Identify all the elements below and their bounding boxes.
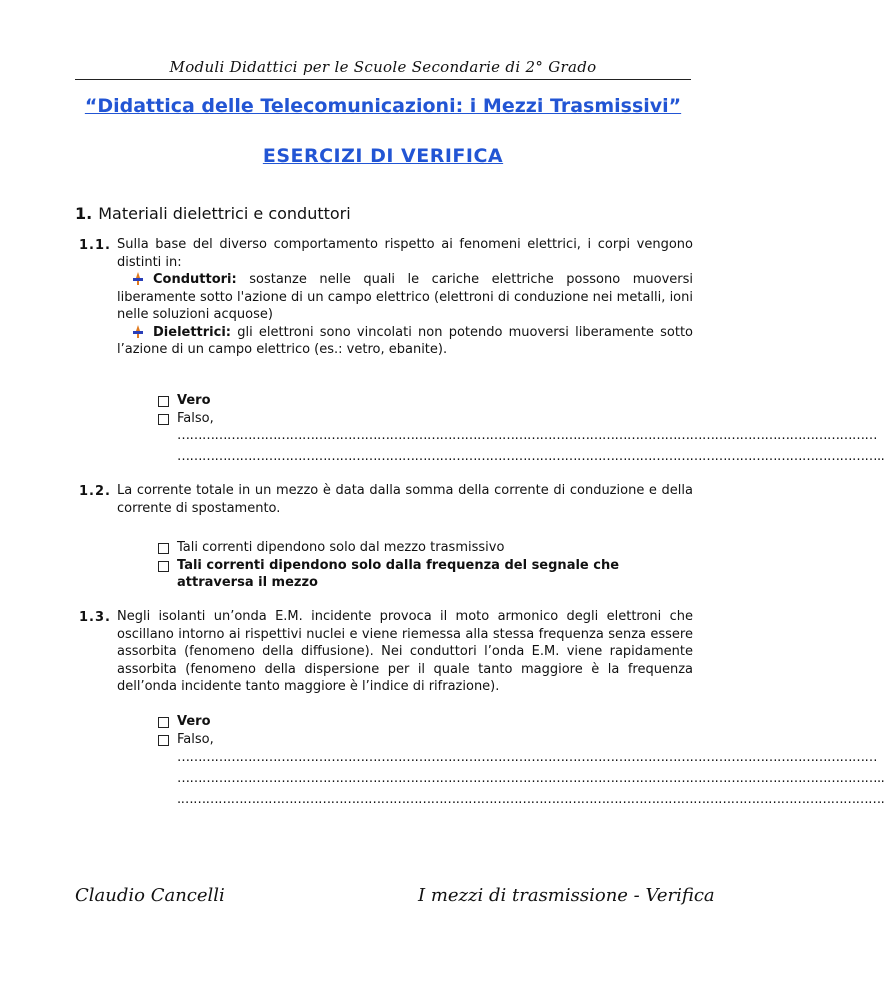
question-intro: Sulla base del diverso comportamento rispetto ai fenomeni elettrici, i corpi vengono distinti in: xyxy=(117,237,693,270)
checkbox[interactable] xyxy=(158,396,169,407)
checkbox[interactable] xyxy=(158,717,169,728)
option-true[interactable] xyxy=(158,713,214,731)
answer-line[interactable]: …………………………………………………………………………………………………………………………………………………….. xyxy=(177,771,884,786)
question-1-1 xyxy=(117,236,693,359)
definition-text: sostanze nelle quali le cariche elettriche possono muoversi liberamente sotto l'azione di un campo elettrico (elettroni di conduzione nei metalli, ioni nelle soluzioni acquose) xyxy=(117,272,693,322)
checkbox[interactable] xyxy=(158,414,169,425)
checkbox[interactable] xyxy=(158,735,169,746)
section-number: 1. xyxy=(75,204,93,223)
answer-line[interactable]: …………………………………………………………………………………………………………………………………………………… xyxy=(177,750,877,765)
checkbox[interactable] xyxy=(158,561,169,572)
question-number: 1.2. xyxy=(79,484,111,499)
option-true[interactable] xyxy=(158,392,214,410)
option-label: Vero xyxy=(177,393,211,408)
option-2[interactable] xyxy=(158,557,688,592)
option-false[interactable] xyxy=(158,731,214,749)
answer-line[interactable]: …………………………………………………………………………………………………………………………………………………….. xyxy=(177,449,884,464)
definition-term: Conduttori: xyxy=(153,272,237,287)
checkbox[interactable] xyxy=(158,543,169,554)
question-number: 1.1. xyxy=(79,238,111,253)
answer-options xyxy=(158,392,214,427)
definition-item xyxy=(117,324,693,359)
option-label: Vero xyxy=(177,714,211,729)
section-heading xyxy=(75,204,351,223)
answer-options xyxy=(158,713,214,748)
option-1[interactable] xyxy=(158,539,688,557)
footer-doc-title: I mezzi di trasmissione - Verifica xyxy=(418,885,715,906)
definition-item xyxy=(117,271,693,324)
pushpin-bullet-icon xyxy=(131,272,145,285)
header-rule xyxy=(75,79,691,80)
document-subtitle: ESERCIZI DI VERIFICA xyxy=(262,145,504,167)
document-title: “Didattica delle Telecomunicazioni: i Mezzi Trasmissivi” xyxy=(84,95,682,117)
definition-term: Dielettrici: xyxy=(153,324,231,340)
running-header: Moduli Didattici per le Scuole Secondarie di 2° Grado xyxy=(169,58,597,76)
pushpin-bullet-icon xyxy=(131,325,145,338)
question-1-2: La corrente totale in un mezzo è data dalla somma della corrente di conduzione e della corrente di spostamento. xyxy=(117,483,693,516)
section-title: Materiali dielettrici e conduttori xyxy=(98,204,351,223)
option-label: Falso, xyxy=(177,731,214,747)
option-label: Tali correnti dipendono solo dalla frequenza del segnale che attraversa il mezzo xyxy=(177,557,620,590)
question-1-3: Negli isolanti un’onda E.M. incidente provoca il moto armonico degli elettroni che oscillano intorno ai rispettivi nuclei e viene riemessa alla stessa frequenza senza essere assorbita (fenomeno della diffusione). Nei conduttori l’onda E.M. viene rapidamente assorbita (fenomeno della dispersione per il quale tanto maggiore è la frequenza dell’onda incidente tanto maggiore è l’indice di rifrazione). xyxy=(117,609,693,694)
option-label: Tali correnti dipendono solo dal mezzo trasmissivo xyxy=(177,540,505,555)
footer-author: Claudio Cancelli xyxy=(75,885,225,906)
question-number: 1.3. xyxy=(79,610,111,625)
option-false[interactable] xyxy=(158,410,214,428)
definition-text: gli elettroni sono vincolati non potendo muoversi liberamente sotto l’azione di un campo elettrico (es.: vetro, ebanite). xyxy=(117,324,693,357)
answer-line[interactable]: .……………………………………………………………………………………………………………………………………………………. xyxy=(177,792,884,807)
option-label: Falso, xyxy=(177,410,214,426)
answer-line[interactable]: …………………………………………………………………………………………………………………………………………………… xyxy=(177,428,877,443)
answer-options xyxy=(158,539,688,592)
